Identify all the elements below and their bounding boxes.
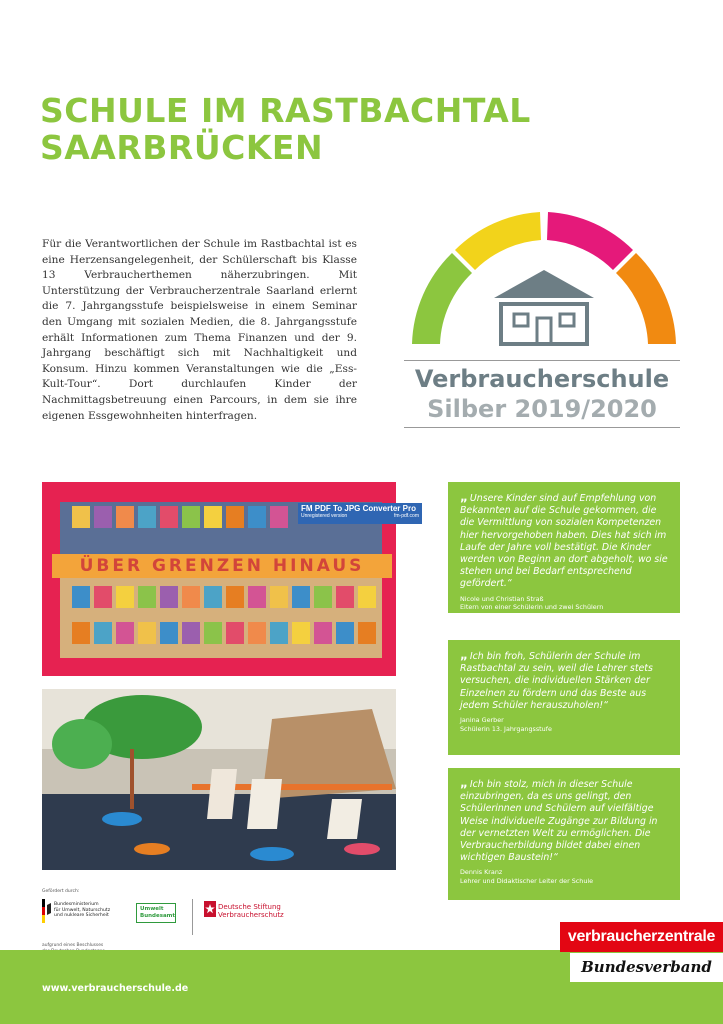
dsv-line-1: Deutsche Stiftung xyxy=(218,903,281,911)
bmu-line-3: und nukleare Sicherheit xyxy=(54,913,109,918)
dsv-line-2: Verbraucherschutz xyxy=(218,911,284,919)
boats-model-graphic xyxy=(42,689,396,870)
page-title xyxy=(40,92,531,166)
bmu-name xyxy=(54,902,110,919)
photo-boats-model xyxy=(42,689,396,870)
quote-2-attribution xyxy=(460,716,670,733)
quote-mark-icon: „ xyxy=(460,776,468,790)
quote-1-text: Unsere Kinder sind auf Empfehlung von Bekannten auf die Schule gekommen, die die Vermittlung von sozialen Kompetenzen hier hervorgehoben haben. Dies hat sich im Laufe der Jahre voll bestätigt. Die Kinder werden von Beginn an dort abgeholt, wo sie stehen und bei Bedarf entsprechend gefördert.“ xyxy=(460,493,668,590)
quote-3-attribution xyxy=(460,868,670,885)
footer-website-link[interactable]: www.verbraucherschule.de xyxy=(42,983,189,994)
arc-segment-orange xyxy=(616,253,676,344)
banner-text: ÜBER GRENZEN HINAUS xyxy=(79,556,365,576)
funders-divider xyxy=(192,899,193,935)
quote-3-role: Lehrer und Didaktischer Leiter der Schule xyxy=(460,876,594,885)
arc-segment-yellow xyxy=(455,212,541,270)
quote-mark-icon: „ xyxy=(460,490,468,504)
federal-eagle-icon xyxy=(42,899,52,925)
watermark-subtitle xyxy=(298,513,422,519)
vzbv-logo-top: verbraucherzentrale xyxy=(560,922,723,952)
quote-card-2 xyxy=(448,640,680,755)
house-icon xyxy=(494,270,594,344)
award-name: Verbraucherschule xyxy=(404,360,680,393)
quote-3-author: Dennis Kranz xyxy=(460,868,503,877)
watermark-title: FM PDF To JPG Converter Pro xyxy=(301,504,416,513)
award-level: Silber 2019/2020 xyxy=(404,395,680,428)
arc-segment-magenta xyxy=(547,212,633,270)
vzbv-logo-bottom: Bundesverband xyxy=(570,953,723,982)
dsv-name xyxy=(218,903,284,919)
quote-card-3 xyxy=(448,768,680,900)
quote-card-1 xyxy=(448,482,680,613)
quote-3-text: Ich bin stolz, mich in dieser Schule einzubringen, da es uns gelingt, den Schülerinnen und Schülern auf vielfältige Weise individuelle Zugänge zur Bildung in der vernetzten Welt zu ermöglichen. Die Verbraucherbildung bildet dabei einen wichtigen Baustein!“ xyxy=(460,779,658,864)
intro-text: Für die Verantwortlichen der Schule im Rastbachtal ist es eine Herzensangelegenheit, der Schülerschaft bis Klasse 13 Verbraucherthemen näherzubringen. Mit Unterstützung der Verbraucherzentrale Saarland erlernt die 7. Jahrgangsstufe beispielsweise in einem Seminar den Umgang mit sozialen Medien, die 8. Jahrgangsstufe erhält Informationen zum Thema Finanzen und der 9. Jahrgang beschäftigt sich mit Nachhaltigkeit und Konsum. Hinzu kommen Veranstaltungen wie die „Ess-Kult-Tour“. Dort durchlaufen Kinder der Nachmittagsbetreuung einen Parcours, in dem sie ihre eigenen Essgewohnheiten hinterfragen. xyxy=(42,238,357,422)
quote-3-text-block xyxy=(460,777,670,864)
dsv-star-icon xyxy=(204,901,216,917)
watermark-url: fm-pdf.com xyxy=(393,513,419,519)
quote-2-text-block xyxy=(460,649,670,712)
watermark-sub-label: Unregistered version xyxy=(301,513,348,519)
quote-2-author: Janina Gerber xyxy=(460,716,504,725)
title-line-1: SCHULE IM RASTBACHTAL xyxy=(40,91,531,130)
bmu-line-2: für Umwelt, Naturschutz xyxy=(54,907,111,913)
quote-1-attribution xyxy=(460,595,670,612)
bmu-line-1: Bundesministerium xyxy=(54,902,99,907)
quote-1-text-block xyxy=(460,491,670,591)
arc-segment-green xyxy=(412,253,472,344)
funded-by-label: Gefördert durch: xyxy=(42,889,80,894)
quote-mark-icon: „ xyxy=(460,648,468,662)
quote-1-author: Nicole und Christian Straß xyxy=(460,594,544,603)
quote-2-text: Ich bin froh, Schülerin der Schule im Rastbachtal zu sein, weil die Lehrer stets versuchen, die individuellen Stärken der Einzelnen zu fördern und das Beste aus jedem Schüler herauszuholen!“ xyxy=(460,651,653,711)
bmu-note-line-1: aufgrund eines Beschlusses xyxy=(42,943,104,948)
title-line-2: SAARBRÜCKEN xyxy=(40,128,324,167)
funders-strip xyxy=(42,889,292,949)
quote-1-role: Eltern von einer Schülerin und zwei Schülern xyxy=(460,603,604,612)
converter-watermark xyxy=(298,503,422,524)
uba-line-1: Umwelt xyxy=(140,906,164,912)
umweltbundesamt-logo xyxy=(136,903,176,923)
uba-line-2: Bundesamt xyxy=(140,912,176,919)
quote-2-role: Schülerin 13. Jahrgangsstufe xyxy=(460,724,552,733)
